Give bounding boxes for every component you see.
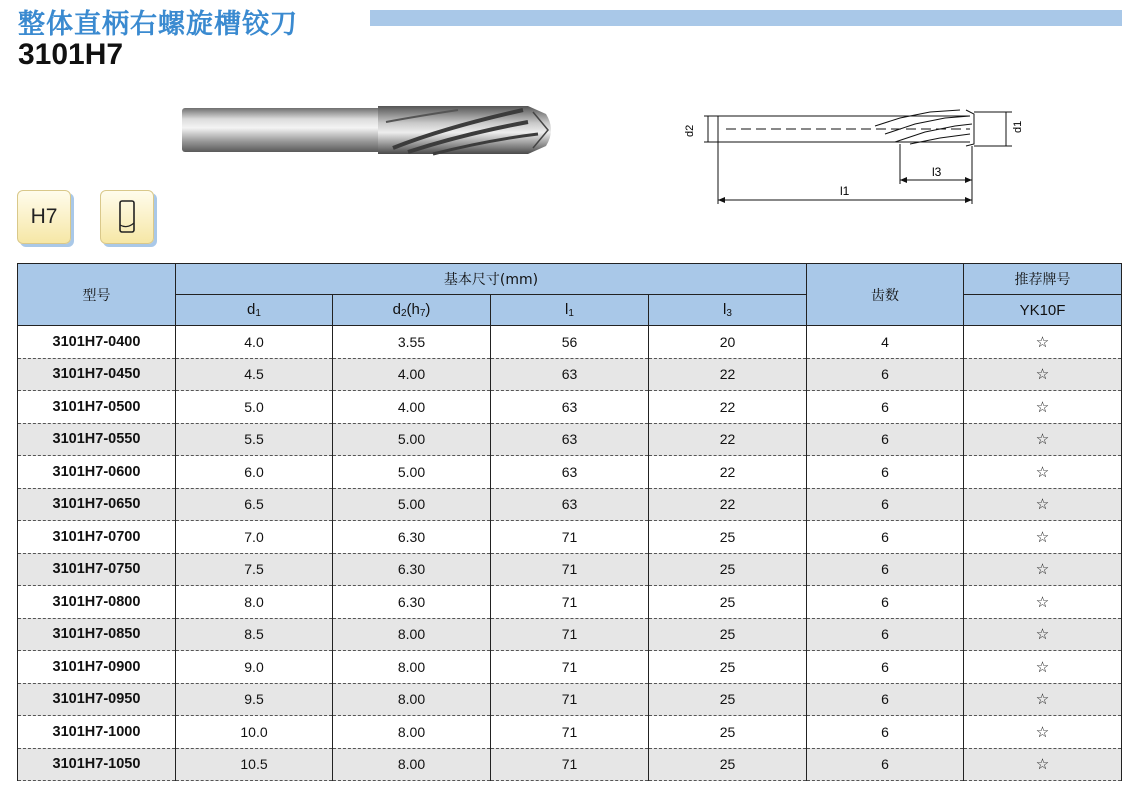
cell-grade: ☆ bbox=[964, 358, 1122, 391]
cell-l1: 71 bbox=[491, 586, 649, 619]
header-l3: $l_3$ bbox=[649, 295, 807, 326]
cell-grade: ☆ bbox=[964, 391, 1122, 424]
header-teeth: 齿数 bbox=[807, 264, 964, 326]
cell-d1: 6.5 bbox=[176, 488, 333, 521]
cell-grade: ☆ bbox=[964, 683, 1122, 716]
cell-d2: 5.00 bbox=[333, 456, 491, 489]
cell-model: 3101H7-0850 bbox=[18, 618, 176, 651]
cell-d2: 6.30 bbox=[333, 553, 491, 586]
cell-model: 3101H7-0600 bbox=[18, 456, 176, 489]
header-l1: $l_1$ bbox=[491, 295, 649, 326]
cell-teeth: 6 bbox=[807, 683, 964, 716]
cell-teeth: 6 bbox=[807, 456, 964, 489]
table-row bbox=[18, 683, 1122, 716]
l3-dimension-label: l3 bbox=[932, 165, 942, 179]
cell-l3: 25 bbox=[649, 618, 807, 651]
cell-l3: 22 bbox=[649, 423, 807, 456]
cell-d1: 4.5 bbox=[176, 358, 333, 391]
cell-l1: 56 bbox=[491, 326, 649, 359]
reamer-technical-drawing bbox=[670, 98, 1030, 208]
cell-d1: 10.5 bbox=[176, 748, 333, 781]
cell-d2: 4.00 bbox=[333, 391, 491, 424]
cell-d2: 8.00 bbox=[333, 748, 491, 781]
cell-teeth: 6 bbox=[807, 488, 964, 521]
reamer-photo bbox=[178, 100, 558, 160]
header-basic-dimensions: 基本尺寸(mm) bbox=[176, 264, 807, 295]
cell-l3: 25 bbox=[649, 748, 807, 781]
table-row bbox=[18, 553, 1122, 586]
cell-l3: 25 bbox=[649, 716, 807, 749]
cell-l3: 25 bbox=[649, 683, 807, 716]
cell-d2: 6.30 bbox=[333, 521, 491, 554]
cell-d2: 4.00 bbox=[333, 358, 491, 391]
cell-model: 3101H7-0500 bbox=[18, 391, 176, 424]
cell-d2: 8.00 bbox=[333, 716, 491, 749]
cell-l1: 63 bbox=[491, 391, 649, 424]
cell-l1: 71 bbox=[491, 716, 649, 749]
cell-d1: 8.0 bbox=[176, 586, 333, 619]
cell-grade: ☆ bbox=[964, 651, 1122, 684]
tolerance-badge-label: H7 bbox=[30, 205, 58, 228]
cell-l3: 20 bbox=[649, 326, 807, 359]
cell-teeth: 6 bbox=[807, 716, 964, 749]
cell-teeth: 6 bbox=[807, 391, 964, 424]
cell-d1: 7.5 bbox=[176, 553, 333, 586]
cell-grade: ☆ bbox=[964, 521, 1122, 554]
cell-grade: ☆ bbox=[964, 456, 1122, 489]
table-row bbox=[18, 423, 1122, 456]
cell-l3: 25 bbox=[649, 586, 807, 619]
cell-d2: 5.00 bbox=[333, 488, 491, 521]
cell-d1: 7.0 bbox=[176, 521, 333, 554]
table-row bbox=[18, 748, 1122, 781]
cell-l3: 25 bbox=[649, 521, 807, 554]
cell-grade: ☆ bbox=[964, 716, 1122, 749]
cell-d2: 8.00 bbox=[333, 618, 491, 651]
cell-l1: 63 bbox=[491, 488, 649, 521]
cell-d1: 5.5 bbox=[176, 423, 333, 456]
cell-l3: 22 bbox=[649, 456, 807, 489]
header-grade-value: YK10F bbox=[964, 295, 1122, 326]
cell-l1: 71 bbox=[491, 651, 649, 684]
table-row bbox=[18, 586, 1122, 619]
cell-l3: 25 bbox=[649, 651, 807, 684]
cell-grade: ☆ bbox=[964, 423, 1122, 456]
cell-d1: 4.0 bbox=[176, 326, 333, 359]
spec-table bbox=[17, 263, 1122, 781]
cell-model: 3101H7-0900 bbox=[18, 651, 176, 684]
straight-shank-icon bbox=[117, 199, 137, 235]
cell-d2: 8.00 bbox=[333, 651, 491, 684]
cell-l1: 71 bbox=[491, 521, 649, 554]
table-row bbox=[18, 326, 1122, 359]
page-title-code: 3101H7 bbox=[18, 38, 124, 71]
cell-model: 3101H7-0450 bbox=[18, 358, 176, 391]
header-d1: $d_1$ bbox=[176, 295, 333, 326]
cell-l1: 63 bbox=[491, 358, 649, 391]
cell-l1: 71 bbox=[491, 683, 649, 716]
table-row bbox=[18, 618, 1122, 651]
cell-teeth: 6 bbox=[807, 358, 964, 391]
cell-teeth: 4 bbox=[807, 326, 964, 359]
table-row bbox=[18, 488, 1122, 521]
cell-d2: 5.00 bbox=[333, 423, 491, 456]
cell-teeth: 6 bbox=[807, 423, 964, 456]
tolerance-badge bbox=[17, 190, 71, 244]
table-row bbox=[18, 521, 1122, 554]
cell-d1: 10.0 bbox=[176, 716, 333, 749]
cell-teeth: 6 bbox=[807, 553, 964, 586]
cell-model: 3101H7-0950 bbox=[18, 683, 176, 716]
cell-d1: 6.0 bbox=[176, 456, 333, 489]
title-accent-bar bbox=[370, 10, 1122, 26]
cell-teeth: 6 bbox=[807, 618, 964, 651]
cell-teeth: 6 bbox=[807, 748, 964, 781]
table-row bbox=[18, 456, 1122, 489]
cell-model: 3101H7-0400 bbox=[18, 326, 176, 359]
cell-l1: 71 bbox=[491, 553, 649, 586]
cell-model: 3101H7-1050 bbox=[18, 748, 176, 781]
header-d2: $d_2(h_7)$ bbox=[333, 295, 491, 326]
cell-l3: 22 bbox=[649, 391, 807, 424]
table-row bbox=[18, 358, 1122, 391]
cell-l1: 71 bbox=[491, 748, 649, 781]
cell-grade: ☆ bbox=[964, 586, 1122, 619]
cell-l1: 63 bbox=[491, 423, 649, 456]
cell-d1: 8.5 bbox=[176, 618, 333, 651]
cell-grade: ☆ bbox=[964, 488, 1122, 521]
cell-l3: 25 bbox=[649, 553, 807, 586]
header-model: 型号 bbox=[18, 264, 176, 326]
cell-d1: 9.0 bbox=[176, 651, 333, 684]
cell-teeth: 6 bbox=[807, 651, 964, 684]
cell-teeth: 6 bbox=[807, 586, 964, 619]
straight-shank-badge bbox=[100, 190, 154, 244]
cell-l3: 22 bbox=[649, 488, 807, 521]
cell-d1: 5.0 bbox=[176, 391, 333, 424]
cell-d1: 9.5 bbox=[176, 683, 333, 716]
cell-d2: 8.00 bbox=[333, 683, 491, 716]
table-row bbox=[18, 391, 1122, 424]
header-grade: 推荐牌号 bbox=[964, 264, 1122, 295]
cell-model: 3101H7-0700 bbox=[18, 521, 176, 554]
cell-d2: 6.30 bbox=[333, 586, 491, 619]
cell-grade: ☆ bbox=[964, 748, 1122, 781]
cell-teeth: 6 bbox=[807, 521, 964, 554]
cell-model: 3101H7-1000 bbox=[18, 716, 176, 749]
spec-table-body bbox=[18, 326, 1122, 781]
cell-l1: 63 bbox=[491, 456, 649, 489]
cell-l1: 71 bbox=[491, 618, 649, 651]
page-title-cn: 整体直柄右螺旋槽铰刀 bbox=[18, 9, 298, 40]
l1-dimension-label: l1 bbox=[840, 184, 850, 198]
cell-model: 3101H7-0800 bbox=[18, 586, 176, 619]
cell-d2: 3.55 bbox=[333, 326, 491, 359]
cell-model: 3101H7-0750 bbox=[18, 553, 176, 586]
cell-grade: ☆ bbox=[964, 553, 1122, 586]
cell-grade: ☆ bbox=[964, 326, 1122, 359]
d2-dimension-label: d2 bbox=[684, 124, 696, 137]
cell-grade: ☆ bbox=[964, 618, 1122, 651]
d1-dimension-label: d1 bbox=[1012, 120, 1024, 133]
cell-model: 3101H7-0650 bbox=[18, 488, 176, 521]
table-row bbox=[18, 716, 1122, 749]
cell-model: 3101H7-0550 bbox=[18, 423, 176, 456]
cell-l3: 22 bbox=[649, 358, 807, 391]
table-row bbox=[18, 651, 1122, 684]
